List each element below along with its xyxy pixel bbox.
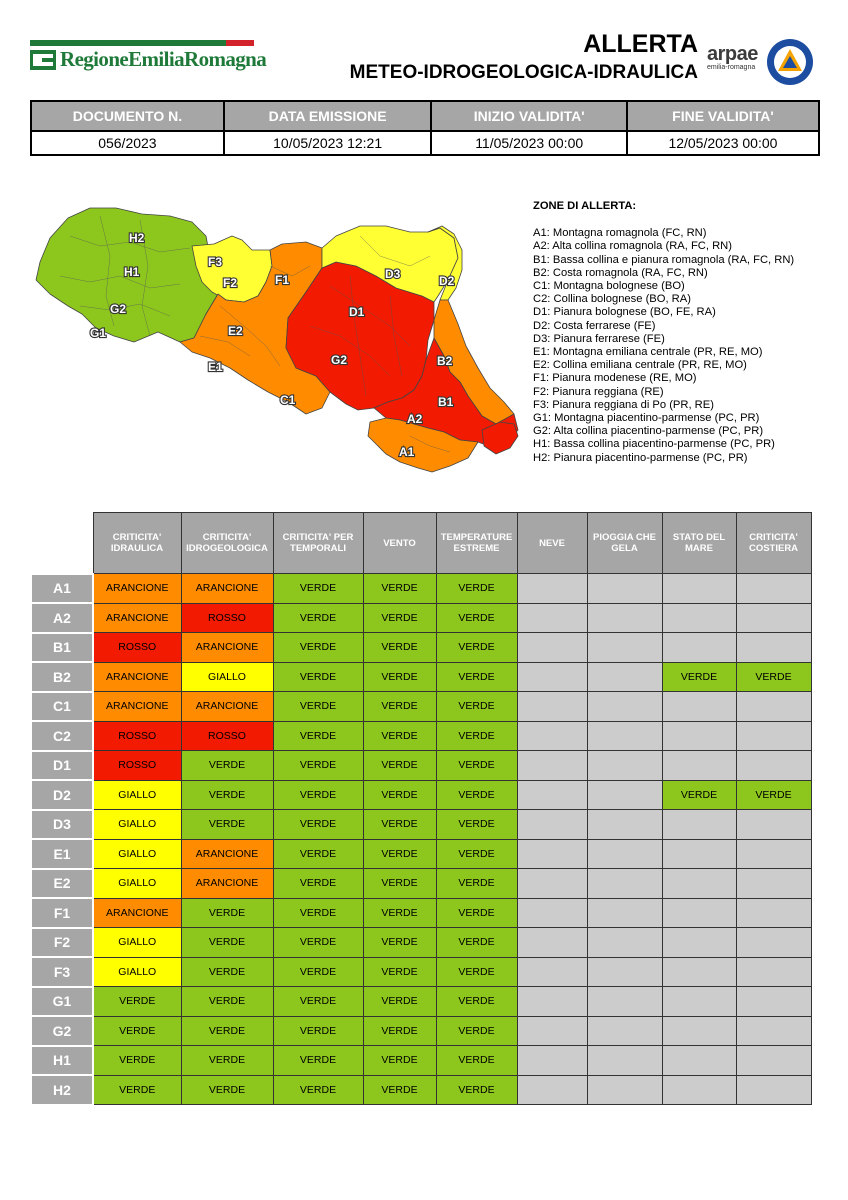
criticity-cell bbox=[736, 721, 811, 751]
table-row bbox=[31, 692, 811, 722]
criticity-cell bbox=[587, 721, 662, 751]
criticity-cell bbox=[517, 869, 587, 899]
criticity-cell bbox=[587, 751, 662, 781]
zone-code: D2 bbox=[31, 780, 93, 810]
criticity-cell bbox=[662, 633, 736, 663]
criticity-cell: VERDE bbox=[93, 1016, 181, 1046]
arpae-name: arpae bbox=[707, 43, 758, 65]
criticity-cell: VERDE bbox=[273, 751, 363, 781]
map-label-d2: D2 bbox=[439, 274, 455, 288]
table-row bbox=[31, 839, 811, 869]
criticity-cell: VERDE bbox=[436, 810, 517, 840]
criticity-cell: VERDE bbox=[436, 721, 517, 751]
criticity-cell: VERDE bbox=[363, 810, 436, 840]
criticity-cell bbox=[587, 633, 662, 663]
criticity-cell bbox=[517, 987, 587, 1017]
table-row bbox=[31, 780, 811, 810]
criticity-cell: VERDE bbox=[436, 633, 517, 663]
criticity-cell bbox=[587, 780, 662, 810]
map-label-f1: F1 bbox=[275, 273, 290, 287]
criticity-cell: VERDE bbox=[363, 692, 436, 722]
criticity-cell bbox=[662, 898, 736, 928]
criticity-header-0: CRITICITA' IDRAULICA bbox=[93, 513, 181, 574]
criticity-cell bbox=[662, 1075, 736, 1105]
zone-legend-item: A1: Montagna romagnola (FC, RN) bbox=[533, 227, 707, 240]
criticity-cell bbox=[587, 869, 662, 899]
zone-code: D1 bbox=[31, 751, 93, 781]
criticity-cell bbox=[587, 692, 662, 722]
criticity-header-row bbox=[31, 513, 811, 574]
criticity-cell bbox=[736, 692, 811, 722]
criticity-cell: VERDE bbox=[436, 751, 517, 781]
criticity-cell bbox=[662, 721, 736, 751]
criticity-cell: VERDE bbox=[363, 928, 436, 958]
criticity-cell bbox=[662, 957, 736, 987]
doc-end: 12/05/2023 00:00 bbox=[627, 131, 819, 155]
criticity-header-3: VENTO bbox=[363, 513, 436, 574]
criticity-cell: VERDE bbox=[436, 1046, 517, 1076]
regione-emilia-romagna-logo bbox=[30, 40, 267, 74]
criticity-cell bbox=[517, 839, 587, 869]
criticity-cell: VERDE bbox=[662, 780, 736, 810]
criticity-cell: VERDE bbox=[436, 574, 517, 604]
map-label-a2: A2 bbox=[407, 412, 423, 426]
criticity-cell: VERDE bbox=[363, 721, 436, 751]
criticity-cell bbox=[662, 751, 736, 781]
criticity-cell: VERDE bbox=[736, 662, 811, 692]
criticity-cell: VERDE bbox=[181, 810, 273, 840]
map-label-c1: C1 bbox=[280, 393, 296, 407]
zone-code: E1 bbox=[31, 839, 93, 869]
zone-code: A2 bbox=[31, 603, 93, 633]
criticity-cell bbox=[736, 751, 811, 781]
criticity-cell: VERDE bbox=[273, 869, 363, 899]
criticity-cell: VERDE bbox=[273, 721, 363, 751]
table-row bbox=[31, 810, 811, 840]
criticity-cell: VERDE bbox=[436, 839, 517, 869]
header bbox=[0, 0, 848, 95]
doc-header-number: DOCUMENTO N. bbox=[31, 101, 224, 131]
zone-legend-item: C1: Montagna bolognese (BO) bbox=[533, 280, 685, 293]
zone-code: H2 bbox=[31, 1075, 93, 1105]
criticity-cell: VERDE bbox=[363, 574, 436, 604]
criticity-cell bbox=[662, 987, 736, 1017]
zone-legend-item: B2: Costa romagnola (RA, FC, RN) bbox=[533, 266, 708, 279]
map-label-d3: D3 bbox=[385, 267, 401, 281]
criticity-cell bbox=[517, 1046, 587, 1076]
criticity-cell: VERDE bbox=[273, 1046, 363, 1076]
criticity-cell: ROSSO bbox=[93, 633, 181, 663]
criticity-cell: ARANCIONE bbox=[181, 692, 273, 722]
criticity-cell: VERDE bbox=[363, 662, 436, 692]
criticity-cell bbox=[517, 1075, 587, 1105]
arpae-logo bbox=[707, 44, 763, 72]
criticity-cell: VERDE bbox=[181, 1075, 273, 1105]
criticity-cell bbox=[736, 574, 811, 604]
alert-zones-map bbox=[30, 196, 530, 481]
map-label-a1: A1 bbox=[399, 445, 415, 459]
criticity-cell: VERDE bbox=[181, 957, 273, 987]
criticity-cell: VERDE bbox=[363, 633, 436, 663]
map-label-d1: D1 bbox=[349, 305, 365, 319]
criticity-cell bbox=[517, 810, 587, 840]
zone-legend-item: A2: Alta collina romagnola (RA, FC, RN) bbox=[533, 240, 732, 253]
criticity-cell: VERDE bbox=[436, 603, 517, 633]
zone-legend-item: E2: Collina emiliana centrale (PR, RE, MO) bbox=[533, 359, 747, 372]
table-row bbox=[31, 603, 811, 633]
criticity-cell: VERDE bbox=[436, 1016, 517, 1046]
criticity-cell bbox=[517, 780, 587, 810]
criticity-cell: VERDE bbox=[363, 780, 436, 810]
zone-legend-item: C2: Collina bolognese (BO, RA) bbox=[533, 293, 691, 306]
criticity-cell: VERDE bbox=[273, 1016, 363, 1046]
criticity-cell: ARANCIONE bbox=[181, 839, 273, 869]
criticity-cell: VERDE bbox=[436, 1075, 517, 1105]
criticity-cell bbox=[517, 662, 587, 692]
zone-code: C1 bbox=[31, 692, 93, 722]
zone-legend-item: G1: Montagna piacentino-parmense (PC, PR) bbox=[533, 412, 760, 425]
criticity-cell bbox=[662, 1046, 736, 1076]
map-label-e1: E1 bbox=[208, 360, 223, 374]
zone-legend-item: H2: Pianura piacentino-parmense (PC, PR) bbox=[533, 451, 748, 464]
criticity-cell bbox=[517, 603, 587, 633]
document-value-row bbox=[31, 131, 819, 155]
criticity-cell bbox=[587, 662, 662, 692]
criticity-cell: VERDE bbox=[662, 662, 736, 692]
criticity-cell: ARANCIONE bbox=[93, 574, 181, 604]
criticity-header-4: TEMPERATURE ESTREME bbox=[436, 513, 517, 574]
criticity-cell: GIALLO bbox=[93, 839, 181, 869]
map-label-e2: E2 bbox=[228, 324, 243, 338]
criticity-cell: VERDE bbox=[273, 1075, 363, 1105]
criticity-cell bbox=[587, 928, 662, 958]
criticity-cell: ROSSO bbox=[93, 721, 181, 751]
table-row bbox=[31, 1016, 811, 1046]
table-row bbox=[31, 869, 811, 899]
table-row bbox=[31, 1075, 811, 1105]
criticity-cell bbox=[736, 1046, 811, 1076]
criticity-cell bbox=[736, 1075, 811, 1105]
criticity-cell bbox=[587, 1075, 662, 1105]
criticity-cell: VERDE bbox=[273, 603, 363, 633]
criticity-cell: ARANCIONE bbox=[93, 692, 181, 722]
criticity-cell: VERDE bbox=[93, 1046, 181, 1076]
criticity-cell bbox=[517, 721, 587, 751]
criticity-cell: VERDE bbox=[273, 839, 363, 869]
criticity-cell bbox=[662, 603, 736, 633]
logo-green-bar bbox=[30, 40, 254, 46]
criticity-cell: VERDE bbox=[93, 1075, 181, 1105]
zone-legend-item: F2: Pianura reggiana (RE) bbox=[533, 385, 664, 398]
criticity-cell bbox=[736, 898, 811, 928]
criticity-cell bbox=[517, 692, 587, 722]
criticity-header-8: CRITICITA' COSTIERA bbox=[736, 513, 811, 574]
document-header-row bbox=[31, 101, 819, 131]
criticity-cell: VERDE bbox=[436, 869, 517, 899]
criticity-cell bbox=[662, 810, 736, 840]
criticity-cell: VERDE bbox=[363, 869, 436, 899]
map-label-c2: G2 bbox=[331, 353, 348, 367]
zone-code: C2 bbox=[31, 721, 93, 751]
doc-header-end: FINE VALIDITA' bbox=[627, 101, 819, 131]
criticity-cell: VERDE bbox=[273, 574, 363, 604]
criticity-cell bbox=[736, 957, 811, 987]
criticity-cell bbox=[517, 928, 587, 958]
zone-code: D3 bbox=[31, 810, 93, 840]
criticity-cell bbox=[662, 692, 736, 722]
criticity-cell: VERDE bbox=[181, 1016, 273, 1046]
zone-legend-item: G2: Alta collina piacentino-parmense (PC, PR) bbox=[533, 425, 764, 438]
page-title: ALLERTA bbox=[583, 30, 698, 58]
criticity-cell: GIALLO bbox=[181, 662, 273, 692]
table-row bbox=[31, 751, 811, 781]
map-label-b2: B2 bbox=[437, 354, 453, 368]
criticity-cell: VERDE bbox=[181, 1046, 273, 1076]
criticity-cell bbox=[736, 810, 811, 840]
zone-legend-item: E1: Montagna emiliana centrale (PR, RE, MO) bbox=[533, 346, 763, 359]
map-label-h1: H1 bbox=[124, 265, 140, 279]
table-row bbox=[31, 987, 811, 1017]
zone-legend-item: F3: Pianura reggiana di Po (PR, RE) bbox=[533, 398, 714, 411]
map-label-g1: G1 bbox=[90, 326, 107, 340]
criticity-cell: VERDE bbox=[363, 1075, 436, 1105]
doc-issue-date: 10/05/2023 12:21 bbox=[224, 131, 432, 155]
zone-code: G1 bbox=[31, 987, 93, 1017]
criticity-cell bbox=[517, 633, 587, 663]
zone-code: H1 bbox=[31, 1046, 93, 1076]
criticity-cell: VERDE bbox=[363, 751, 436, 781]
criticity-cell bbox=[736, 839, 811, 869]
criticity-cell: VERDE bbox=[363, 603, 436, 633]
zone-code: F3 bbox=[31, 957, 93, 987]
criticity-cell: VERDE bbox=[181, 898, 273, 928]
criticity-cell: VERDE bbox=[363, 957, 436, 987]
criticity-cell: GIALLO bbox=[93, 957, 181, 987]
criticity-cell: ROSSO bbox=[181, 721, 273, 751]
zone-legend-item: B1: Bassa collina e pianura romagnola (RA, FC, RN) bbox=[533, 253, 795, 266]
zone-legend-item: D1: Pianura bolognese (BO, FE, RA) bbox=[533, 306, 716, 319]
doc-header-issue-date: DATA EMISSIONE bbox=[224, 101, 432, 131]
criticity-header-7: STATO DEL MARE bbox=[662, 513, 736, 574]
zone-code: B2 bbox=[31, 662, 93, 692]
criticity-cell bbox=[587, 810, 662, 840]
criticity-cell: ARANCIONE bbox=[93, 662, 181, 692]
criticity-cell bbox=[517, 957, 587, 987]
criticity-cell: VERDE bbox=[181, 928, 273, 958]
criticity-cell: ARANCIONE bbox=[93, 898, 181, 928]
alert-zones-legend bbox=[533, 200, 833, 465]
zone-code: F2 bbox=[31, 928, 93, 958]
criticity-body bbox=[31, 574, 811, 1105]
criticity-cell: GIALLO bbox=[93, 928, 181, 958]
criticity-cell: VERDE bbox=[436, 957, 517, 987]
zone-code: E2 bbox=[31, 869, 93, 899]
criticity-cell: VERDE bbox=[181, 751, 273, 781]
criticity-cell: VERDE bbox=[363, 1046, 436, 1076]
zone-code: B1 bbox=[31, 633, 93, 663]
criticity-cell bbox=[517, 1016, 587, 1046]
criticity-cell: ARANCIONE bbox=[181, 869, 273, 899]
table-row bbox=[31, 1046, 811, 1076]
criticity-cell: VERDE bbox=[363, 898, 436, 928]
criticity-cell: ROSSO bbox=[181, 603, 273, 633]
criticity-cell: VERDE bbox=[273, 780, 363, 810]
criticity-header-1: CRITICITA' IDROGEOLOGICA bbox=[181, 513, 273, 574]
criticity-cell: VERDE bbox=[436, 662, 517, 692]
zone-code: G2 bbox=[31, 1016, 93, 1046]
criticity-cell: VERDE bbox=[273, 692, 363, 722]
criticity-cell bbox=[587, 957, 662, 987]
map-label-b1: B1 bbox=[438, 395, 454, 409]
criticity-cell bbox=[736, 987, 811, 1017]
page-subtitle: METEO-IDROGEOLOGICA-IDRAULICA bbox=[349, 62, 698, 83]
criticity-cell: VERDE bbox=[181, 780, 273, 810]
table-row bbox=[31, 662, 811, 692]
zones-title: ZONE DI ALLERTA: bbox=[533, 200, 637, 212]
criticity-cell bbox=[736, 869, 811, 899]
map-label-f2: F2 bbox=[223, 276, 238, 290]
criticity-cell bbox=[587, 1046, 662, 1076]
criticity-cell bbox=[662, 928, 736, 958]
map-label-h2: H2 bbox=[129, 231, 145, 245]
criticity-cell: GIALLO bbox=[93, 869, 181, 899]
criticity-header-6: PIOGGIA CHE GELA bbox=[587, 513, 662, 574]
criticity-cell bbox=[517, 751, 587, 781]
criticity-cell: VERDE bbox=[273, 810, 363, 840]
criticity-cell: VERDE bbox=[273, 957, 363, 987]
logo-red-bar bbox=[226, 40, 254, 46]
criticity-cell: GIALLO bbox=[93, 780, 181, 810]
criticity-cell bbox=[587, 574, 662, 604]
doc-header-start: INIZIO VALIDITA' bbox=[431, 101, 626, 131]
criticity-cell: ARANCIONE bbox=[181, 574, 273, 604]
zone-code: A1 bbox=[31, 574, 93, 604]
criticity-cell: VERDE bbox=[181, 987, 273, 1017]
criticity-cell bbox=[517, 574, 587, 604]
criticity-header-5: NEVE bbox=[517, 513, 587, 574]
criticity-cell: VERDE bbox=[363, 1016, 436, 1046]
criticity-table bbox=[30, 512, 812, 1106]
criticity-cell bbox=[736, 633, 811, 663]
doc-start: 11/05/2023 00:00 bbox=[431, 131, 626, 155]
criticity-cell: VERDE bbox=[273, 633, 363, 663]
zone-legend-item: F1: Pianura modenese (RE, MO) bbox=[533, 372, 697, 385]
criticity-cell: VERDE bbox=[363, 839, 436, 869]
regione-mark-icon bbox=[30, 48, 56, 70]
criticity-cell bbox=[662, 839, 736, 869]
table-row bbox=[31, 898, 811, 928]
criticity-cell: VERDE bbox=[273, 987, 363, 1017]
criticity-cell: GIALLO bbox=[93, 810, 181, 840]
criticity-cell: VERDE bbox=[436, 780, 517, 810]
arpae-region: emilia-romagna bbox=[707, 64, 756, 71]
table-row bbox=[31, 633, 811, 663]
criticity-cell: VERDE bbox=[436, 898, 517, 928]
map-label-g2: G2 bbox=[110, 302, 127, 316]
criticity-cell: VERDE bbox=[436, 692, 517, 722]
criticity-cell bbox=[587, 839, 662, 869]
criticity-cell: ROSSO bbox=[93, 751, 181, 781]
criticity-cell: ARANCIONE bbox=[181, 633, 273, 663]
map-label-f3: F3 bbox=[208, 255, 223, 269]
criticity-cell bbox=[736, 603, 811, 633]
org-name: RegioneEmiliaRomagna bbox=[60, 47, 267, 71]
criticity-cell bbox=[587, 987, 662, 1017]
criticity-cell bbox=[662, 1016, 736, 1046]
doc-number: 056/2023 bbox=[31, 131, 224, 155]
criticity-cell: VERDE bbox=[273, 898, 363, 928]
criticity-cell: ARANCIONE bbox=[93, 603, 181, 633]
criticity-cell: VERDE bbox=[273, 662, 363, 692]
criticity-header-2: CRITICITA' PER TEMPORALI bbox=[273, 513, 363, 574]
criticity-cell bbox=[662, 574, 736, 604]
criticity-cell: VERDE bbox=[363, 987, 436, 1017]
zone-code: F1 bbox=[31, 898, 93, 928]
criticity-cell bbox=[517, 898, 587, 928]
criticity-cell bbox=[587, 898, 662, 928]
criticity-cell: VERDE bbox=[736, 780, 811, 810]
protezione-civile-logo-icon bbox=[766, 38, 814, 86]
zones-list bbox=[533, 227, 833, 465]
criticity-header-corner bbox=[31, 513, 93, 574]
table-row bbox=[31, 928, 811, 958]
table-row bbox=[31, 574, 811, 604]
criticity-cell: VERDE bbox=[273, 928, 363, 958]
zone-legend-item: D3: Pianura ferrarese (FE) bbox=[533, 332, 665, 345]
table-row bbox=[31, 721, 811, 751]
criticity-cell bbox=[587, 1016, 662, 1046]
table-row bbox=[31, 957, 811, 987]
criticity-cell: VERDE bbox=[436, 928, 517, 958]
document-info-table bbox=[30, 100, 820, 156]
criticity-cell bbox=[736, 928, 811, 958]
zone-legend-item: D2: Costa ferrarese (FE) bbox=[533, 319, 656, 332]
criticity-cell bbox=[662, 869, 736, 899]
criticity-cell: VERDE bbox=[93, 987, 181, 1017]
zone-legend-item: H1: Bassa collina piacentino-parmense (PC, PR) bbox=[533, 438, 775, 451]
criticity-cell: VERDE bbox=[436, 987, 517, 1017]
criticity-cell bbox=[736, 1016, 811, 1046]
criticity-cell bbox=[587, 603, 662, 633]
